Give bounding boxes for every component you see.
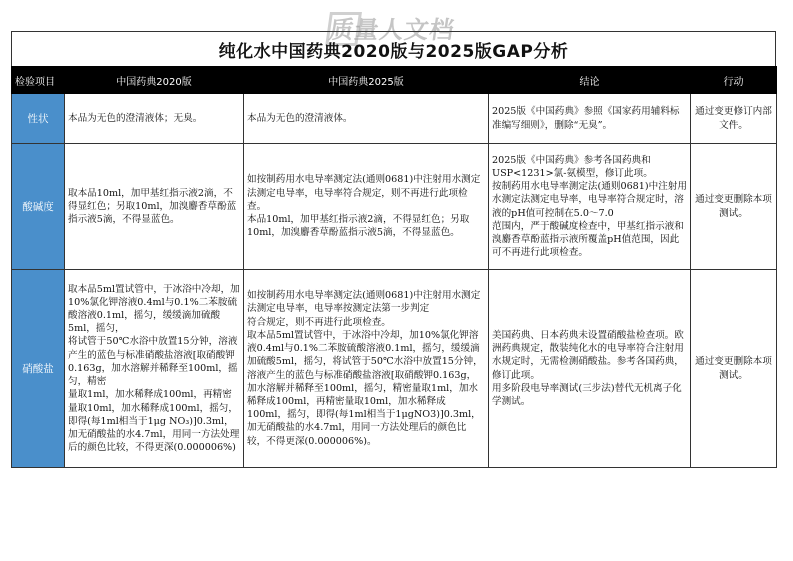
- cell-conclusion: 美国药典、日本药典未设置硝酸盐检查项。欧洲药典规定，散装纯化水的电导率符合注射用水规定时，无需检测硝酸盐。参考各国药典，修订此项。 用多阶段电导率测试(三步法)替代无机离子化学测试。: [489, 270, 691, 468]
- header-chp-2025: 中国药典2025版: [244, 67, 489, 94]
- cell-conclusion: 2025版《中国药典》参照《国家药用辅料标准编写细则》，删除“无臭”。: [489, 94, 691, 144]
- header-test-item: 检验项目: [12, 67, 65, 94]
- header-chp-2020: 中国药典2020版: [65, 67, 244, 94]
- row-label-acidity-alkalinity: 酸碱度: [12, 144, 65, 270]
- table-row: [12, 270, 777, 468]
- table-row: [12, 94, 777, 144]
- header-action: 行动: [691, 67, 777, 94]
- document-title: 纯化水中国药典2020版与2025版GAP分析: [11, 31, 776, 66]
- cell-2025-text: 如按制药用水电导率测定法(通则0681)中注射用水测定法测定电导率，电导率符合规定，则不再进行此项检查。 本品10ml，加甲基红指示液2滴，不得显红色；另取10ml，加溴麝香草酚蓝指示液5滴，不得显蓝色。: [244, 144, 489, 270]
- row-label-nitrate: 硝酸盐: [12, 270, 65, 468]
- watermark-text: 质量人文档: [327, 16, 457, 44]
- cell-2025-text: 本品为无色的澄清液体。: [244, 94, 489, 144]
- table-header-row: [12, 67, 777, 94]
- cell-action: 通过变更删除本项测试。: [691, 144, 777, 270]
- row-label-appearance: 性状: [12, 94, 65, 144]
- table-row: [12, 144, 777, 270]
- gap-analysis-table: [11, 66, 777, 468]
- cell-2020-text: 本品为无色的澄清液体；无臭。: [65, 94, 244, 144]
- cell-2020-text: 取本品10ml，加甲基红指示液2滴，不得显红色；另取10ml，加溴麝香草酚蓝指示液5滴，不得显蓝色。: [65, 144, 244, 270]
- cell-action: 通过变更删除本项测试。: [691, 270, 777, 468]
- header-conclusion: 结论: [489, 67, 691, 94]
- cell-action: 通过变更修订内部文件。: [691, 94, 777, 144]
- cell-2020-text: 取本品5ml置试管中，于冰浴中冷却，加10%氯化钾溶液0.4ml与0.1%二苯胺硫酸溶液0.1ml，摇匀，缓缓滴加硫酸5ml，摇匀， 将试管于50℃水浴中放置15分钟，溶液产生的蓝色与标准硝酸盐溶液[取硝酸钾0.163g，加水溶解并稀释至100ml，摇匀，精密 量取1ml，加水稀释成100ml，再精密量取10ml，加水稀释成100ml，摇匀，即得(每1ml相当于1μg NO₃)]0.3ml，加无硝酸盐的水4.7ml，用同一方法处理后的颜色比较，不得更深(0.000006%): [65, 270, 244, 468]
- cell-conclusion: 2025版《中国药典》参考各国药典和USP<1231>氯-氨模型，修订此项。 按制药用水电导率测定法(通则0681)中注射用水测定法测定电导率，电导率符合规定时，溶液的pH值可控制在5.0～7.0 范围内，严于酸碱度检查中，甲基红指示液和溴麝香草酚蓝指示液所覆盖pH值范围，因此可不再进行此项检查。: [489, 144, 691, 270]
- cell-2025-text: 如按制药用水电导率测定法(通则0681)中注射用水测定法测定电导率，电导率按测定法第一步判定 符合规定，则不再进行此项检查。 取本品5ml置试管中，于冰浴中冷却，加10%氯化钾溶液0.4ml与0.1%二苯胺硫酸溶液0.1ml，摇匀，缓缓滴加硫酸5ml，摇匀，将试管于50℃水浴中放置15分钟，溶液产生的蓝色与标准硝酸盐溶液[取硝酸钾0.163g，加水溶解并稀释至100ml，摇匀，精密量取1ml，加水稀释成100ml，再精密量取10ml，加水稀释成100ml，摇匀，即得(每1ml相当于1μgNO3)]0.3ml， 加无硝酸盐的水4.7ml，用同一方法处理后的颜色比较，不得更深(0.000006%)。: [244, 270, 489, 468]
- document-page: [11, 31, 776, 468]
